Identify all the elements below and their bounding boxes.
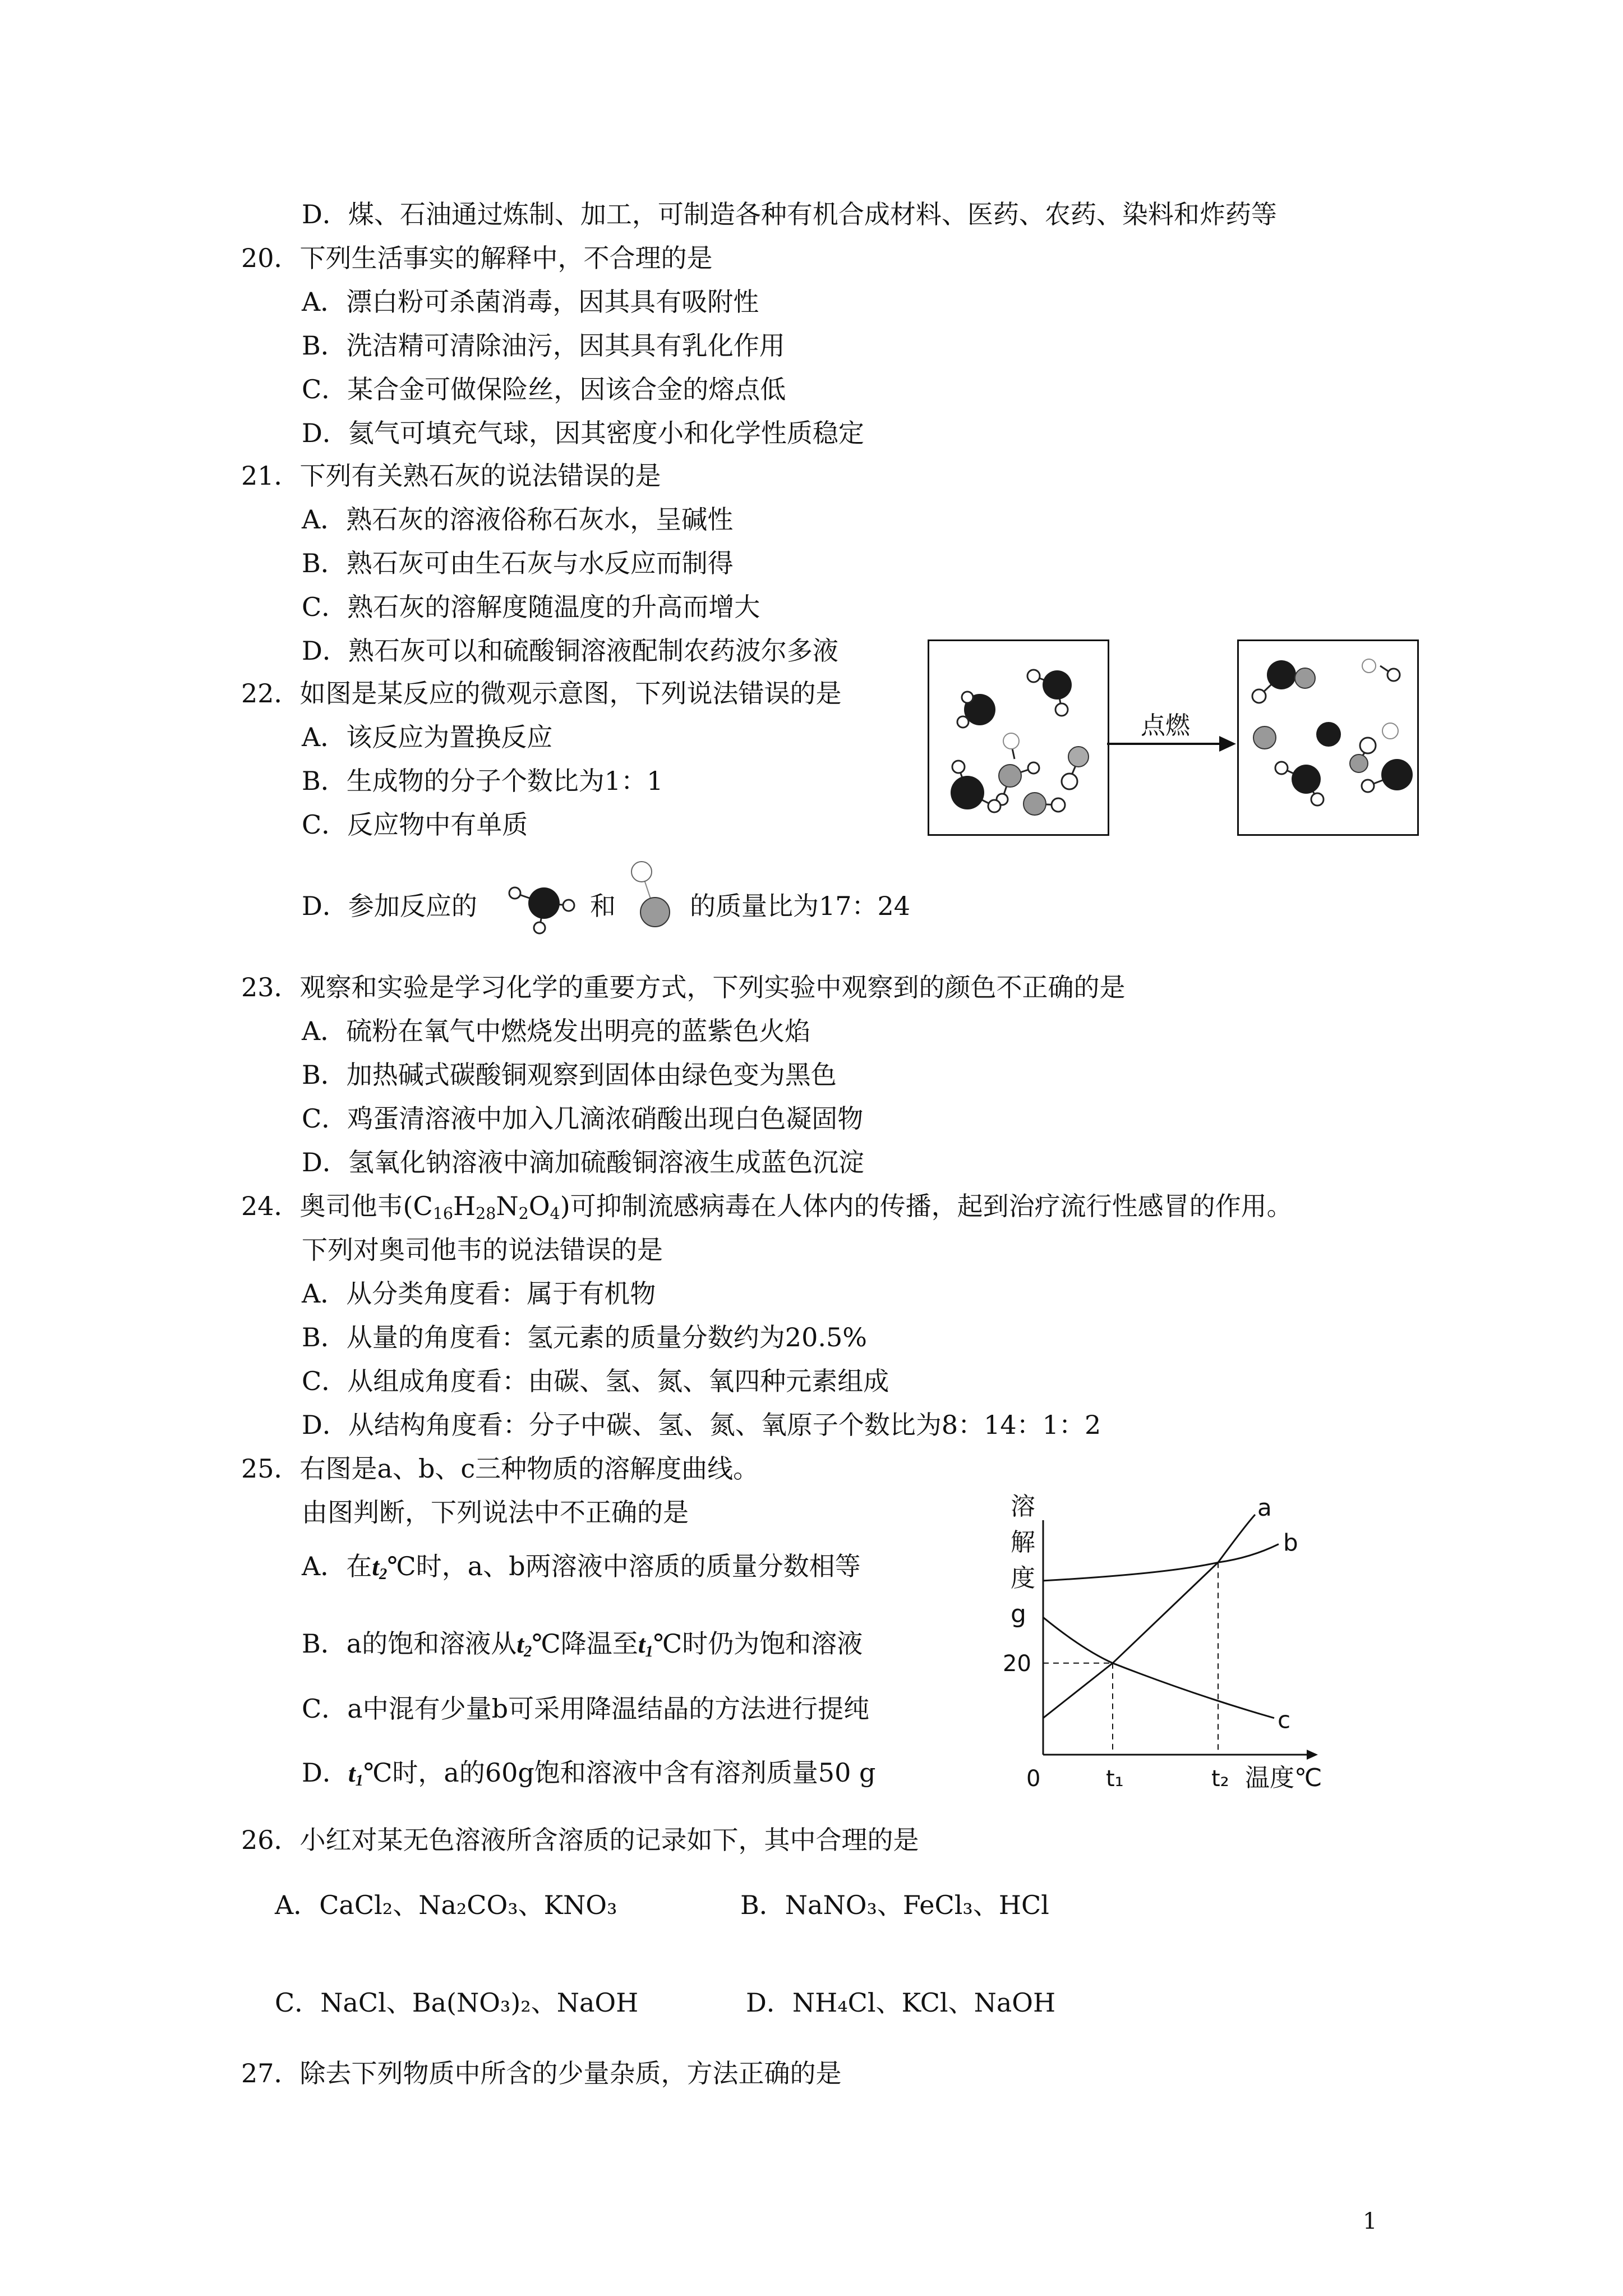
q26-option-d: D．NH₄Cl、KCl、NaOH	[746, 1987, 1056, 2018]
series-b-line	[1043, 1544, 1279, 1581]
o2-molecule-icon	[619, 853, 681, 937]
q22-option-b: B．生成物的分子个数比为1：1	[302, 766, 663, 796]
reactants-molecules	[929, 641, 1108, 834]
q22-option-c: C．反应物中有单质	[302, 809, 528, 840]
y-axis-label-char: 溶	[1011, 1492, 1035, 1521]
oseltamivir-formula: $C_{16}H_{28}N_2O_4$	[413, 1191, 560, 1223]
q27-stem: 27．除去下列物质中所含的少量杂质，方法正确的是	[241, 2058, 842, 2088]
q25-stem-line2: 由图判断，下列说法中不正确的是	[302, 1497, 689, 1527]
q24-stem-line2: 下列对奥司他韦的说法错误的是	[302, 1235, 663, 1265]
q21-option-c: C．熟石灰的溶解度随温度的升高而增大	[302, 592, 760, 622]
products-box	[1237, 639, 1419, 836]
q26-option-b: B．NaNO₃、FeCl₃、HCl	[740, 1890, 1049, 1920]
q20-stem: 20．下列生活事实的解释中，不合理的是	[241, 243, 713, 273]
q21-option-b: B．熟石灰可由生石灰与水反应而制得	[302, 548, 734, 578]
series-c-label: c	[1278, 1706, 1291, 1734]
q25-option-a: A．在$t_2℃$时，a、b两溶液中溶质的质量分数相等	[302, 1551, 861, 1584]
page-number: 1	[1363, 2208, 1377, 2234]
series-c-line	[1043, 1617, 1274, 1718]
q22-option-d-suffix: 的质量比为17：24	[690, 891, 911, 921]
q24-option-b: B．从量的角度看：氢元素的质量分数约为20.5%	[302, 1322, 867, 1352]
q23-option-b: B．加热碱式碳酸铜观察到固体由绿色变为黑色	[302, 1060, 837, 1090]
q20-option-b: B．洗洁精可清除油污，因其具有乳化作用	[302, 330, 785, 361]
q21-stem: 21．下列有关熟石灰的说法错误的是	[241, 461, 661, 491]
q24-option-c: C．从组成角度看：由碳、氢、氮、氧四种元素组成	[302, 1366, 889, 1396]
x-tick-label: t₂	[1211, 1766, 1229, 1792]
q25-stem: 25．右图是a、b、c三种物质的溶解度曲线。	[241, 1453, 759, 1484]
series-a-label: a	[1257, 1494, 1272, 1521]
x-axis-arrow	[1307, 1750, 1318, 1760]
q25-option-c: C．a中混有少量b可采用降温结晶的方法进行提纯	[302, 1694, 870, 1724]
q24-option-d: D．从结构角度看：分子中碳、氢、氮、氧原子个数比为8：14：1：2	[302, 1410, 1101, 1440]
reactants-box	[928, 639, 1109, 836]
q23-option-a: A．硫粉在氧气中燃烧发出明亮的蓝紫色火焰	[302, 1016, 811, 1046]
origin-label: 0	[1026, 1766, 1041, 1792]
q20-option-a: A．漂白粉可杀菌消毒，因其具有吸附性	[302, 287, 759, 317]
y-axis-label-char: g	[1011, 1600, 1026, 1628]
q22-option-a: A．该反应为置换反应	[302, 722, 553, 752]
q25-option-b: B．a的饱和溶液从$t_2℃$降温至$t_1℃$时仍为饱和溶液	[302, 1628, 863, 1661]
x-tick-label: t₁	[1106, 1766, 1124, 1792]
solubility-chart	[998, 1492, 1357, 1806]
q21-option-a: A．熟石灰的溶液俗称石灰水，呈碱性	[302, 504, 734, 535]
series-a-line	[1043, 1515, 1255, 1718]
y-tick-label: 20	[1003, 1650, 1031, 1677]
q20-option-c: C．某合金可做保险丝，因该合金的熔点低	[302, 374, 786, 404]
q26-stem: 26．小红对某无色溶液所含溶质的记录如下，其中合理的是	[241, 1825, 919, 1855]
q22-option-d-prefix: D．参加反应的	[302, 891, 477, 921]
q21-option-d: D．熟石灰可以和硫酸铜溶液配制农药波尔多液	[302, 636, 838, 666]
q19-option-d: D．煤、石油通过炼制、加工，可制造各种有机合成材料、医药、农药、染料和炸药等	[302, 199, 1277, 229]
nh3-molecule-icon	[504, 873, 577, 940]
y-axis-label-char: 解	[1011, 1528, 1035, 1557]
reaction-arrow	[1107, 701, 1237, 763]
products-molecules	[1239, 641, 1417, 834]
q26-option-a: A．CaCl₂、Na₂CO₃、KNO₃	[275, 1890, 617, 1920]
q22-stem: 22．如图是某反应的微观示意图，下列说法错误的是	[241, 678, 842, 708]
x-axis-label: 温度℃	[1245, 1764, 1322, 1792]
q20-option-d: D．氦气可填充气球，因其密度小和化学性质稳定	[302, 418, 864, 448]
q25-option-d: D．$t_1℃$时，a的60g饱和溶液中含有溶剂质量50 g	[302, 1757, 876, 1790]
q23-option-c: C．鸡蛋清溶液中加入几滴浓硝酸出现白色凝固物	[302, 1103, 864, 1134]
q23-option-d: D．氢氧化钠溶液中滴加硫酸铜溶液生成蓝色沉淀	[302, 1147, 864, 1177]
q23-stem: 23．观察和实验是学习化学的重要方式，下列实验中观察到的颜色不正确的是	[241, 972, 1126, 1002]
q26-option-c: C．NaCl、Ba(NO₃)₂、NaOH	[275, 1987, 639, 2018]
arrow-label: 点燃	[1141, 711, 1190, 740]
q24-stem: 24．奥司他韦$(C_{16}H_{28}N_2O_4)$可抑制流感病毒在人体内的传播，起到治疗流行性感冒的作用。	[241, 1191, 1293, 1223]
q22-option-d-and: 和	[590, 891, 616, 921]
series-b-label: b	[1283, 1529, 1298, 1557]
q24-option-a: A．从分类角度看：属于有机物	[302, 1278, 656, 1309]
y-axis-label-char: 度	[1011, 1564, 1035, 1593]
